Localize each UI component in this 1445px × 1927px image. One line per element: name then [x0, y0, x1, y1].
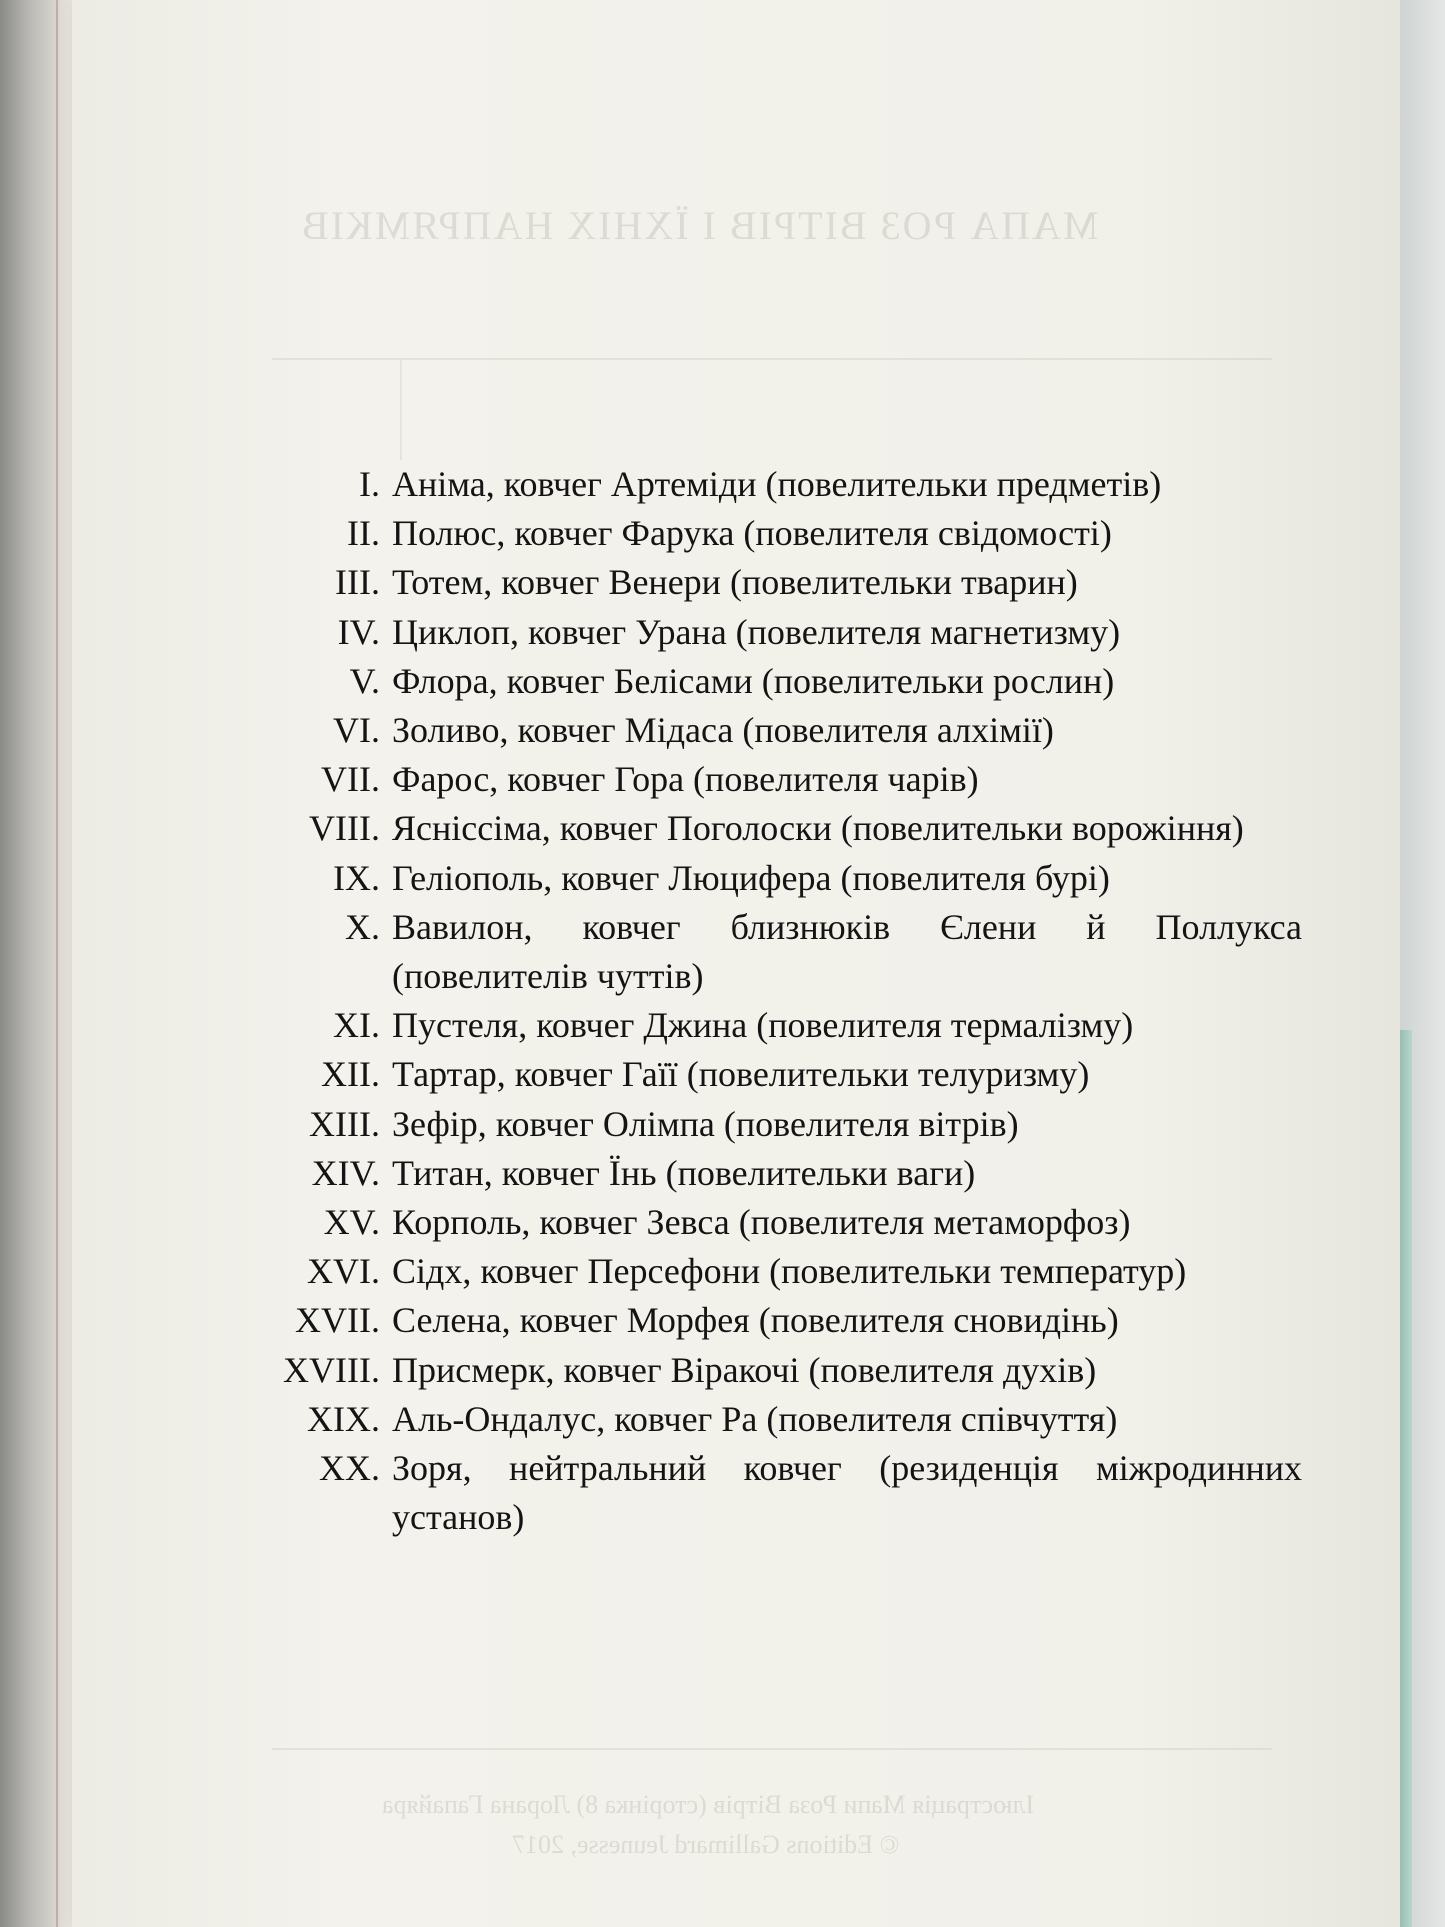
list-item — [242, 657, 1302, 706]
list-item — [242, 558, 1302, 607]
book-page — [72, 0, 1400, 1927]
item-text: Аль-Ондалус, ковчег Ра (повелителя співчуття) — [392, 1398, 1118, 1439]
list-item — [242, 903, 1302, 1001]
list-item — [242, 1149, 1302, 1198]
item-text: Титан, ковчег Їнь (повелительки ваги) — [392, 1152, 976, 1193]
item-text: Золиво, ковчег Мідаса (повелителя алхімії) — [392, 710, 1054, 751]
list-item — [242, 1395, 1302, 1444]
item-text: Флора, ковчег Белісами (повелительки рослин) — [392, 660, 1115, 701]
list-item — [242, 706, 1302, 755]
list-item — [242, 608, 1302, 657]
list-item — [242, 1050, 1302, 1099]
item-text: Тотем, ковчег Венери (повелительки тварин) — [392, 562, 1078, 603]
item-number: IV. — [337, 611, 380, 652]
item-text: Зоря, нейтральний ковчег (резиденція міжродинних установ) — [392, 1448, 1302, 1538]
item-number: XVI. — [307, 1251, 380, 1292]
bleed-through-frame-line — [400, 360, 402, 460]
item-number: XX. — [319, 1448, 380, 1489]
item-text: Аніма, ковчег Артеміди (повелительки предметів) — [392, 464, 1162, 504]
item-text: Ясніссіма, ковчег Поголоски (повелительки ворожіння) — [392, 808, 1244, 849]
item-number: III. — [335, 562, 380, 603]
list-item — [242, 755, 1302, 804]
item-text: Селена, ковчег Морфея (повелителя сновидінь) — [392, 1300, 1119, 1341]
bleed-through-rule-bottom — [272, 1748, 1272, 1750]
item-text: Пустеля, ковчег Джина (повелителя термалізму) — [392, 1005, 1134, 1046]
item-number: VIII. — [309, 808, 380, 849]
item-number: XIX. — [307, 1398, 380, 1439]
item-number: XI. — [333, 1005, 380, 1046]
list-item — [242, 509, 1302, 558]
list-item — [242, 1444, 1302, 1542]
item-text: Вавилон, ковчег близнюків Єлени й Поллукса (повелителів чуттів) — [392, 906, 1302, 997]
bleed-through-rule-top — [272, 358, 1272, 360]
item-number: XII. — [321, 1054, 380, 1095]
list-item — [242, 1247, 1302, 1296]
bleed-through-heading: МАПА РОЗ ВІТРІВ І ЇХНІХ НАПРЯМКІВ — [300, 203, 1099, 248]
item-number: X. — [345, 906, 380, 947]
item-text: Геліополь, ковчег Люцифера (повелителя бурі) — [392, 857, 1110, 898]
item-text: Полюс, ковчег Фарука (повелителя свідомості) — [392, 513, 1112, 554]
item-text: Сідх, ковчег Персефони (повелительки температур) — [392, 1251, 1187, 1292]
list-item — [242, 1100, 1302, 1149]
ark-list — [242, 460, 1302, 1542]
item-text: Фарос, ковчег Гора (повелителя чарів) — [392, 759, 979, 800]
item-text: Тартар, ковчег Гаїї (повелительки телуризму) — [392, 1054, 1090, 1095]
item-number: II. — [347, 513, 380, 554]
list-item — [242, 804, 1302, 853]
item-number: V. — [349, 660, 380, 701]
item-number: XVIII. — [283, 1349, 380, 1390]
item-number: VII. — [321, 759, 380, 800]
list-item — [242, 460, 1302, 509]
list-item — [242, 1296, 1302, 1345]
background-edge — [1400, 0, 1445, 1927]
item-number: I. — [359, 464, 380, 504]
list-item — [242, 1346, 1302, 1395]
list-item — [242, 854, 1302, 903]
item-number: XIV. — [311, 1152, 380, 1193]
book-spine-edge — [0, 0, 72, 1927]
item-number: XV. — [323, 1202, 380, 1243]
bleed-through-footer-1: Ілюстрація Мапи Роза Вітрів (сторінка 8) Лорана Гапайяра — [382, 1790, 1035, 1819]
item-text: Циклоп, ковчег Урана (повелителя магнетизму) — [392, 611, 1121, 652]
list-item — [242, 1198, 1302, 1247]
item-number: IX. — [333, 857, 380, 898]
item-text: Зефір, ковчег Олімпа (повелителя вітрів) — [392, 1103, 1019, 1144]
bleed-through-footer-2: © Editions Gallimard Jeunesse, 2017 — [512, 1830, 900, 1859]
item-number: VI. — [333, 710, 380, 751]
item-text: Корполь, ковчег Зевса (повелителя метаморфоз) — [392, 1202, 1131, 1243]
item-number: XIII. — [309, 1103, 380, 1144]
item-text: Присмерк, ковчег Віракочі (повелителя духів) — [392, 1349, 1097, 1390]
item-number: XVII. — [295, 1300, 380, 1341]
list-item — [242, 1001, 1302, 1050]
